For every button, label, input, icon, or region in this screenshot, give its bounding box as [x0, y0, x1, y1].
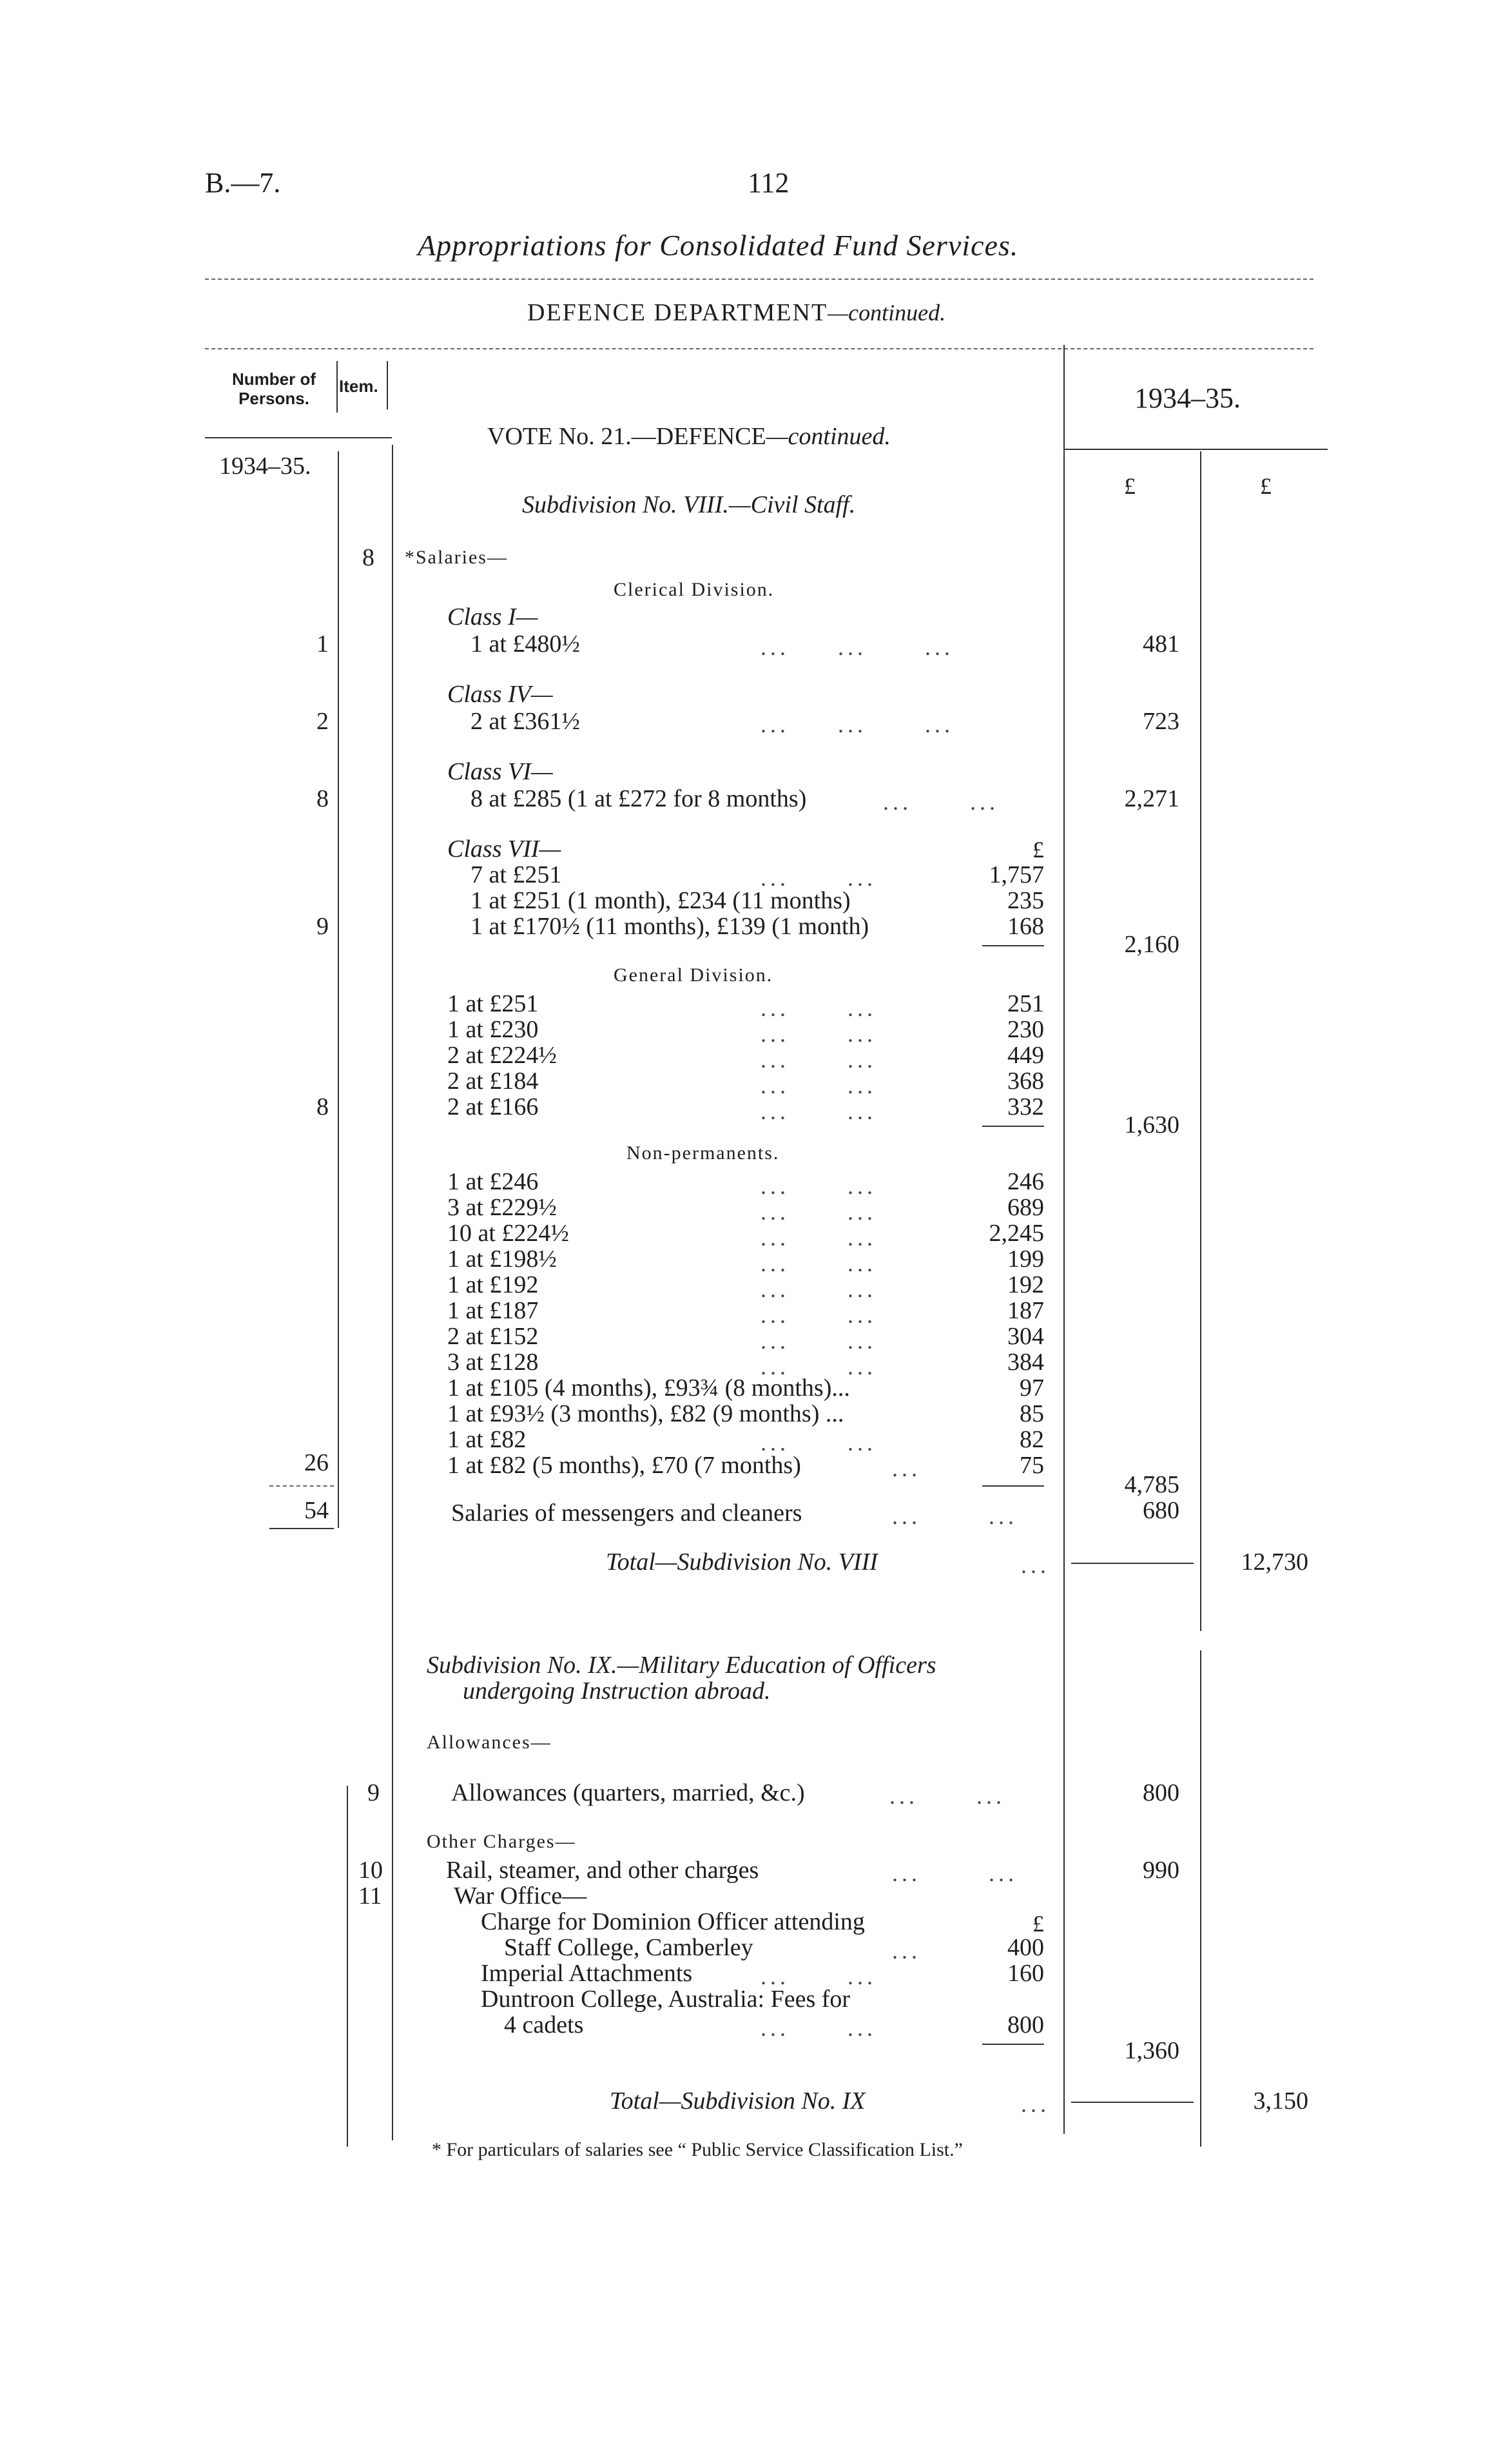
class-7-row: 1 at £170½ (11 months), £139 (1 month)	[470, 913, 869, 940]
non-permanent-row: 1 at £192	[447, 1271, 539, 1298]
item-10: 10	[358, 1857, 383, 1884]
col-item: Item.	[339, 376, 378, 396]
allowances-amount: 800	[1143, 1779, 1179, 1806]
class-7-persons: 9	[316, 913, 329, 940]
general-row-amount: 230	[1007, 1016, 1044, 1043]
subtotal-rule	[982, 945, 1044, 946]
col-rule-item-top	[387, 361, 388, 409]
leader-dots: ... ... ...	[761, 634, 954, 660]
messengers-amount: 680	[1143, 1497, 1179, 1524]
non-permanent-row-amount: 2,245	[989, 1220, 1044, 1247]
leader-dots: ... ...	[892, 1861, 1018, 1886]
war-office-total: 1,360	[1124, 2037, 1179, 2064]
leader-dots: ... ...	[889, 1783, 1005, 1809]
subdivision-8-title: Subdivision No. VIII.—Civil Staff.	[522, 491, 856, 518]
subdivision-8-total-amount: 12,730	[1241, 1549, 1308, 1576]
leader-dots: ... ... ... ... ... ... ... ... ... ... ... ... ... ... ... ...	[761, 1173, 877, 1380]
charge-line: Charge for Dominion Officer attending	[481, 1908, 865, 1935]
non-permanents-persons: 26	[304, 1449, 329, 1476]
non-permanent-row-amount: 82	[1020, 1426, 1044, 1453]
page-title: Appropriations for Consolidated Fund Services.	[418, 229, 1019, 262]
non-permanents-heading: Non-permanents.	[626, 1142, 780, 1164]
subtotal-rule	[982, 1126, 1044, 1127]
non-permanent-row-amount: 187	[1007, 1297, 1044, 1324]
col-persons-year: 1934–35.	[219, 453, 311, 480]
col-rule-amounts	[1063, 345, 1065, 2134]
non-permanent-row-amount: 192	[1007, 1271, 1044, 1298]
war-office-line: War Office—	[454, 1882, 587, 1910]
department-heading	[527, 300, 945, 325]
col-rule-item-left	[338, 451, 339, 1528]
non-permanent-row: 1 at £93½ (3 months), £82 (9 months) ...	[447, 1400, 844, 1427]
class-4-persons: 2	[316, 708, 329, 735]
document-reference: B.—7.	[205, 167, 281, 199]
non-permanent-row-amount: 304	[1007, 1323, 1044, 1350]
class-1-amount: 481	[1143, 630, 1179, 658]
charge-line-cont: Staff College, Camberley	[504, 1934, 753, 1961]
salaries-heading: *Salaries—	[405, 547, 508, 568]
general-row-amount: 368	[1007, 1068, 1044, 1095]
header-rule-left	[205, 437, 392, 438]
class-6-persons: 8	[316, 785, 329, 812]
non-permanent-row: 1 at £105 (4 months), £93¾ (8 months)...	[447, 1374, 850, 1402]
subdivision-9-total-label: Total—Subdivision No. IX	[610, 2087, 866, 2115]
vote-continued: —continued.	[766, 423, 891, 450]
total-persons: 54	[304, 1497, 329, 1524]
general-row: 2 at £224½	[447, 1042, 557, 1069]
leader-dots: ...	[892, 1938, 921, 1964]
class-1-label: Class I—	[447, 603, 538, 630]
leader-dots: ... ... ...	[761, 712, 954, 738]
vote-title: VOTE No. 21.—DEFENCE	[487, 423, 766, 450]
non-permanent-row-amount: 246	[1007, 1168, 1044, 1195]
leader-dots: ...	[892, 1456, 921, 1481]
subtotal-rule	[982, 2044, 1044, 2045]
duntroon-line: Duntroon College, Australia: Fees for	[481, 1986, 851, 2013]
non-permanent-row: 1 at £198½	[447, 1246, 557, 1273]
class-4-label: Class IV—	[447, 681, 553, 708]
allowances-line: Allowances (quarters, married, &c.)	[451, 1779, 805, 1806]
class-7-total: 2,160	[1124, 931, 1179, 958]
col-rule-item-left-lower	[347, 1786, 348, 2147]
general-row-amount: 449	[1007, 1042, 1044, 1069]
non-permanent-row: 3 at £128	[447, 1349, 539, 1376]
persons-total-rule	[269, 1528, 334, 1529]
leader-dots: ... ...	[761, 1964, 877, 1989]
general-row: 2 at £166	[447, 1093, 539, 1120]
leader-dots: ... ...	[892, 1503, 1018, 1529]
vote-heading	[487, 424, 891, 449]
imperial-line: Imperial Attachments	[481, 1960, 693, 1987]
non-permanent-row-amount: 384	[1007, 1349, 1044, 1376]
non-permanent-row-amount: 689	[1007, 1194, 1044, 1221]
imperial-amount: 160	[1007, 1960, 1044, 1987]
department-continued: —continued.	[828, 300, 946, 326]
class-7-row-amount: 235	[1007, 887, 1044, 914]
class-4-line: 2 at £361½	[470, 708, 580, 735]
general-row-amount: 332	[1007, 1093, 1044, 1120]
leader-dots: ... ...	[761, 865, 877, 891]
col-pound-2: £	[1260, 473, 1272, 499]
rail-line: Rail, steamer, and other charges	[446, 1857, 759, 1884]
col-year: 1934–35.	[1134, 382, 1241, 414]
leader-dots: ... ...	[761, 2015, 877, 2041]
persons-subtotal-rule	[269, 1485, 334, 1487]
clerical-division-heading: Clerical Division.	[614, 579, 775, 600]
leader-dots: ...	[1021, 2091, 1050, 2117]
col-number-of-persons: Number of Persons.	[232, 369, 316, 408]
messengers-line: Salaries of messengers and cleaners	[451, 1500, 802, 1527]
leader-dots: ... ...	[761, 1430, 877, 1456]
item-9: 9	[367, 1779, 380, 1806]
non-permanent-row-amount: 75	[1020, 1452, 1044, 1479]
non-permanent-row: 3 at £229½	[447, 1194, 557, 1221]
class-7-pound: £	[1032, 837, 1044, 863]
non-permanent-row: 1 at £246	[447, 1168, 539, 1195]
class-6-label: Class VI—	[447, 758, 553, 785]
general-row: 1 at £230	[447, 1016, 539, 1043]
non-permanent-row: 1 at £187	[447, 1297, 539, 1324]
col-rule-item-right	[392, 445, 393, 2140]
total-rule	[1071, 2102, 1194, 2103]
table-top-rule	[205, 348, 1313, 349]
col-rule-pounds-upper	[1200, 451, 1201, 1631]
general-row: 2 at £184	[447, 1068, 539, 1095]
general-row: 1 at £251	[447, 990, 539, 1017]
duntroon-amount: 800	[1007, 2011, 1044, 2038]
footnote: * For particulars of salaries see “ Public Service Classification List.”	[432, 2139, 963, 2160]
title-rule	[205, 278, 1313, 280]
other-charges-heading: Other Charges—	[427, 1831, 576, 1852]
page-number: 112	[748, 167, 790, 199]
class-7-row-amount: 168	[1007, 913, 1044, 940]
class-7-row-amount: 1,757	[989, 861, 1044, 888]
subtotal-rule	[982, 1485, 1044, 1487]
class-6-amount: 2,271	[1124, 785, 1179, 812]
header-rule-right	[1063, 449, 1328, 450]
class-7-row: 1 at £251 (1 month), £234 (11 months)	[470, 887, 851, 914]
subdivision-9-title-cont: undergoing Instruction abroad.	[463, 1677, 771, 1705]
total-rule	[1071, 1563, 1194, 1564]
department-name: DEFENCE DEPARTMENT	[527, 299, 828, 326]
non-permanent-row: 2 at £152	[447, 1323, 539, 1350]
non-permanent-row-amount: 97	[1020, 1374, 1044, 1402]
allowances-heading: Allowances—	[427, 1732, 552, 1753]
leader-dots: ...	[1021, 1552, 1050, 1578]
general-division-total: 1,630	[1124, 1111, 1179, 1138]
col-pound-1: £	[1124, 473, 1136, 499]
rail-amount: 990	[1143, 1857, 1179, 1884]
leader-dots: ... ... ... ... ... ... ... ... ... ...	[761, 995, 877, 1124]
war-office-pound: £	[1032, 1911, 1044, 1937]
non-permanent-row: 10 at £224½	[447, 1220, 569, 1247]
general-division-persons: 8	[316, 1093, 329, 1120]
non-permanents-total: 4,785	[1124, 1471, 1179, 1498]
duntroon-line-cont: 4 cadets	[504, 2011, 584, 2038]
class-1-persons: 1	[316, 630, 329, 658]
leader-dots: ... ...	[883, 789, 999, 815]
item-11: 11	[358, 1882, 382, 1910]
class-4-amount: 723	[1143, 708, 1179, 735]
non-permanent-row: 1 at £82	[447, 1426, 527, 1453]
class-7-row: 7 at £251	[470, 861, 562, 888]
general-row-amount: 251	[1007, 990, 1044, 1017]
item-8: 8	[362, 544, 374, 571]
subdivision-9-total-amount: 3,150	[1253, 2087, 1308, 2115]
subdivision-8-total-label: Total—Subdivision No. VIII	[606, 1549, 878, 1576]
class-7-label: Class VII—	[447, 835, 561, 863]
non-permanent-row-amount: 85	[1020, 1400, 1044, 1427]
non-permanent-row: 1 at £82 (5 months), £70 (7 months)	[447, 1452, 801, 1479]
charge-amount: 400	[1007, 1934, 1044, 1961]
general-division-heading: General Division.	[614, 964, 773, 986]
class-1-line: 1 at £480½	[470, 630, 580, 658]
col-rule-number	[336, 361, 338, 413]
subdivision-9-title: Subdivision No. IX.—Military Education of Officers	[427, 1652, 936, 1679]
non-permanent-row-amount: 199	[1007, 1246, 1044, 1273]
col-rule-pounds-lower	[1200, 1650, 1201, 2147]
class-6-line: 8 at £285 (1 at £272 for 8 months)	[470, 785, 807, 812]
